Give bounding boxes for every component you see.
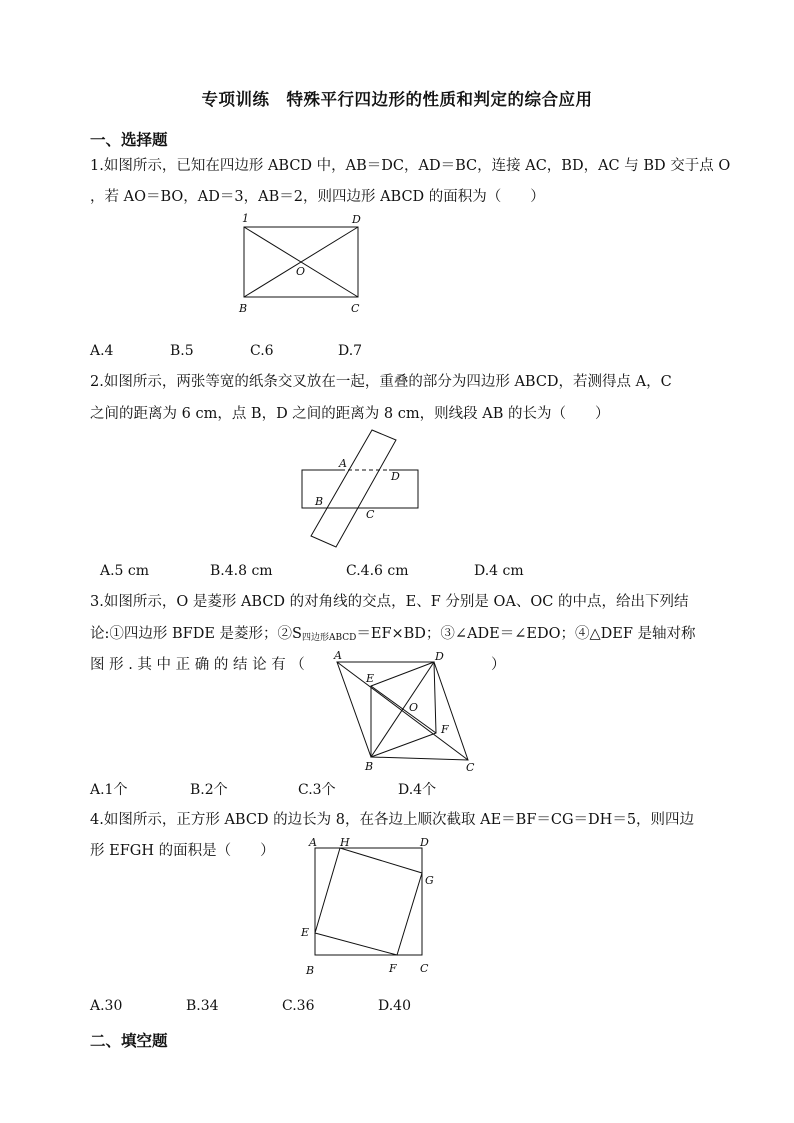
- q1-label-c: C: [351, 302, 360, 315]
- q3-line3-close: ）: [491, 657, 506, 673]
- q3-label-e: E: [366, 672, 375, 685]
- q1-line1: 1.如图所示，已知在四边形 ABCD 中，AB＝DC，AD＝BC，连接 AC，BD，AC 与 BD 交于点 O: [90, 158, 731, 174]
- q3-line2-start: 论:①四边形 BFDE 是菱形；②S: [90, 626, 302, 642]
- q4-label-a: A: [309, 836, 317, 849]
- q3-option-d: D.4个: [398, 782, 437, 798]
- q3-line3: 图 形 . 其 中 正 确 的 结 论 有 （: [90, 657, 305, 673]
- q4-option-c: C.36: [282, 998, 315, 1014]
- q1-label-a: 1: [242, 212, 249, 225]
- q2-label-c: C: [366, 508, 375, 521]
- q1-option-b: B.5: [170, 343, 194, 359]
- q4-label-b: B: [306, 964, 315, 977]
- q4-label-c: C: [420, 962, 429, 975]
- q1-label-b: B: [239, 302, 248, 315]
- q1-option-d: D.7: [338, 343, 363, 359]
- section-heading-fill: 二、填空题: [90, 1031, 168, 1050]
- q3-option-a: A.1个: [90, 782, 128, 798]
- q4-label-f: F: [389, 962, 397, 975]
- q2-label-b: B: [315, 495, 324, 508]
- q4-option-d: D.40: [378, 998, 411, 1014]
- q2-label-d: D: [391, 470, 400, 483]
- q2-label-a: A: [339, 457, 347, 470]
- q4-label-e: E: [301, 926, 310, 939]
- q3-option-b: B.2个: [190, 782, 228, 798]
- q2-option-d: D.4 cm: [474, 563, 524, 579]
- q3-label-f: F: [441, 723, 449, 736]
- q3-label-o: O: [409, 701, 419, 714]
- q3-label-a: A: [334, 649, 342, 662]
- q4-line2: 形 EFGH 的面积是（ ）: [90, 843, 275, 859]
- q3-option-c: C.3个: [298, 782, 336, 798]
- q1-option-c: C.6: [250, 343, 274, 359]
- q4-label-g: G: [425, 874, 434, 887]
- section-heading-choice: 一、选择题: [90, 130, 168, 149]
- q3-line2-subscript: 四边形ABCD: [301, 633, 357, 643]
- q4-option-a: A.30: [90, 998, 123, 1014]
- q3-label-c: C: [466, 761, 475, 774]
- q1-line2: ，若 AO＝BO，AD＝3，AB＝2，则四边形 ABCD 的面积为（ ）: [90, 189, 545, 205]
- q2-line2: 之间的距离为 6 cm，点 B，D 之间的距离为 8 cm，则线段 AB 的长为（ ）: [90, 406, 610, 422]
- q3-label-b: B: [365, 760, 374, 773]
- q2-option-b: B.4.8 cm: [210, 563, 273, 579]
- q3-line1: 3.如图所示，O 是菱形 ABCD 的对角线的交点，E、F 分别是 OA、OC 的中点，给出下列结: [90, 594, 689, 610]
- q3-label-d: D: [435, 650, 444, 663]
- q4-option-b: B.34: [186, 998, 219, 1014]
- q4-label-h: H: [340, 836, 350, 849]
- q3-line2-end: ＝EF×BD；③∠ADE＝∠EDO；④△DEF 是轴对称: [356, 626, 696, 642]
- q2-line1: 2.如图所示，两张等宽的纸条交叉放在一起，重叠的部分为四边形 ABCD，若测得点 A，C: [90, 374, 672, 390]
- q4-label-d: D: [420, 836, 429, 849]
- q2-option-c: C.4.6 cm: [346, 563, 409, 579]
- q4-line1: 4.如图所示，正方形 ABCD 的边长为 8，在各边上顺次截取 AE＝BF＝CG＝DH＝5，则四边: [90, 812, 695, 828]
- q1-label-d: D: [352, 213, 361, 226]
- page-title: 专项训练 特殊平行四边形的性质和判定的综合应用: [201, 90, 593, 109]
- q2-option-a: A.5 cm: [100, 563, 150, 579]
- q1-option-a: A.4: [90, 343, 114, 359]
- q1-label-o: O: [296, 265, 306, 278]
